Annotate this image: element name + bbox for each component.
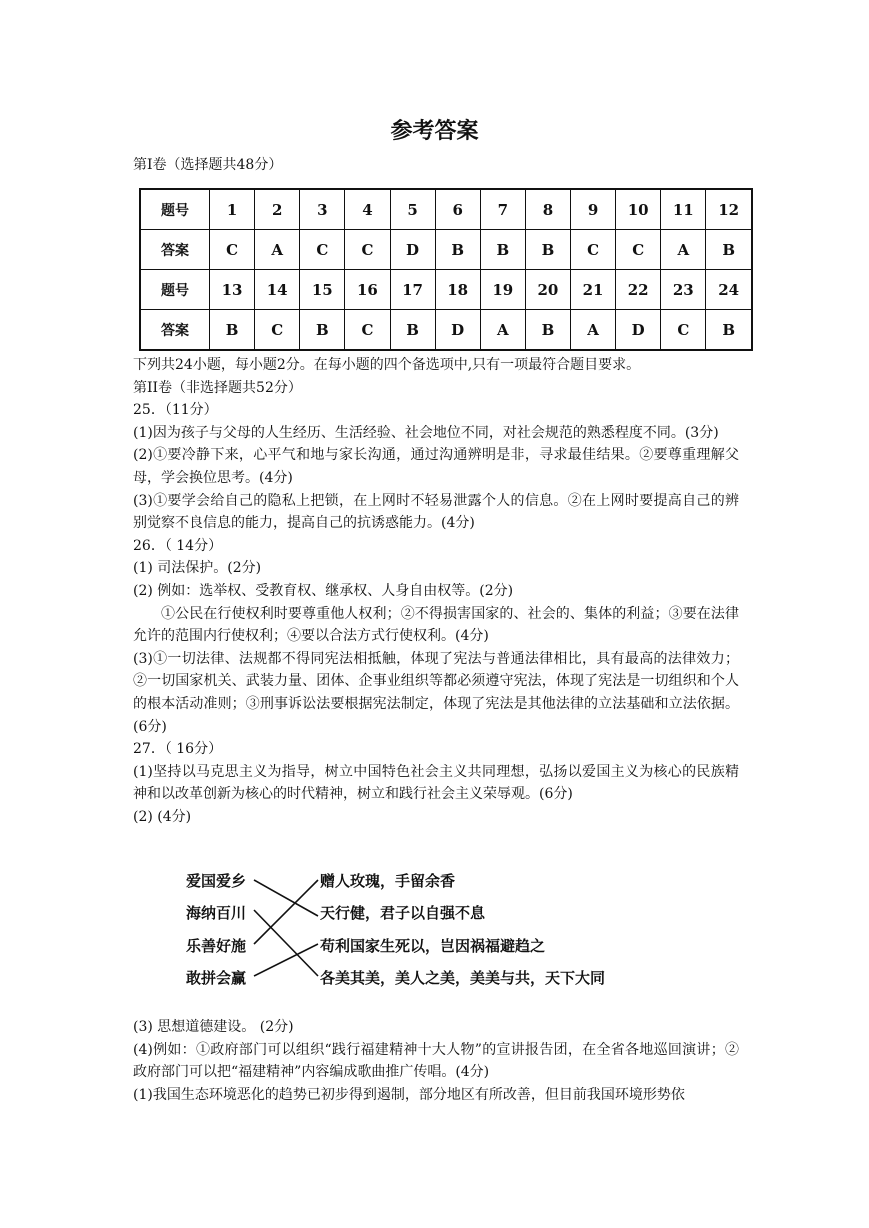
- table-cell: B: [435, 230, 480, 270]
- matching-left-item: 乐善好施: [186, 937, 247, 955]
- answer-paragraph: (4)例如：①政府部门可以组织“践行福建精神十大人物”的宣讲报告团，在全省各地巡回演讲；②政府部门可以把“福建精神”内容编成歌曲推广传唱。(4分): [133, 1041, 739, 1081]
- answer-paragraph: (2)①要冷静下来，心平气和地与家长沟通，通过沟通辨明是非，寻求最佳结果。②要尊重理解父母，学会换位思考。(4分): [133, 447, 739, 486]
- table-cell: 13: [210, 270, 255, 310]
- question-number: 26．（ 14分）: [133, 537, 223, 554]
- note-line: 下列共24小题，每小题2分。在每小题的四个备选项中,只有一项最符合题目要求。: [133, 357, 641, 373]
- answer-paragraph: (1)因为孩子与父母的人生经历、生活经验、社会地位不同，对社会规范的熟悉程度不同。(3分): [133, 424, 719, 441]
- table-cell: C: [345, 230, 390, 270]
- table-cell: 20: [525, 270, 570, 310]
- page-title: 参考答案: [390, 119, 479, 144]
- answer-paragraph: (2) 例如：选举权、受教育权、继承权、人身自由权等。(2分): [133, 582, 514, 599]
- matching-left-item: 海纳百川: [186, 904, 247, 922]
- table-cell: 5: [390, 189, 435, 230]
- table-cell: A: [571, 310, 616, 351]
- table-cell: 15: [300, 270, 345, 310]
- table-cell: 14: [255, 270, 300, 310]
- table-cell: B: [706, 310, 752, 351]
- table-cell: 1: [210, 189, 255, 230]
- table-cell: 2: [255, 189, 300, 230]
- table-cell: 23: [661, 270, 706, 310]
- row-label: 答案: [140, 310, 210, 351]
- table-cell: C: [571, 230, 616, 270]
- table-cell: B: [525, 310, 570, 351]
- table-cell: 6: [435, 189, 480, 230]
- question-number: 25．（11分）: [133, 402, 218, 419]
- answer-paragraph: (1)我国生态环境恶化的趋势已初步得到遏制，部分地区有所改善，但目前我国环境形势依: [133, 1086, 685, 1103]
- table-cell: C: [300, 230, 345, 270]
- table-cell: 12: [706, 189, 752, 230]
- answer-table: [139, 188, 753, 351]
- matching-left-item: 敢拼会赢: [186, 969, 247, 987]
- matching-right-item: 赠人玫瑰，手留余香: [320, 872, 456, 890]
- table-cell: D: [435, 310, 480, 351]
- answer-paragraph: (3) 思想道德建设。 (2分): [133, 1019, 294, 1035]
- table-cell: 22: [616, 270, 661, 310]
- table-cell: 3: [300, 189, 345, 230]
- table-cell: B: [525, 230, 570, 270]
- table-cell: D: [616, 310, 661, 351]
- table-cell: 7: [480, 189, 525, 230]
- table-cell: 17: [390, 270, 435, 310]
- table-cell: B: [300, 310, 345, 351]
- table-cell: D: [390, 230, 435, 270]
- matching-right-item: 苟利国家生死以，岂因祸福避趋之: [320, 937, 546, 955]
- section-heading: 第I卷（选择题共48分）: [133, 157, 283, 173]
- table-cell: 11: [661, 189, 706, 230]
- table-cell: 19: [480, 270, 525, 310]
- answer-paragraph: (1) 司法保护。(2分): [133, 560, 262, 577]
- table-cell: B: [480, 230, 525, 270]
- question-number: 27．（ 16分）: [133, 741, 223, 758]
- table-row: [140, 230, 752, 270]
- table-cell: 9: [571, 189, 616, 230]
- table-cell: 10: [616, 189, 661, 230]
- table-cell: 21: [571, 270, 616, 310]
- row-label: 题号: [140, 270, 210, 310]
- answer-paragraph: (3)①一切法律、法规都不得同宪法相抵触，体现了宪法与普通法律相比，具有最高的法律效力；②一切国家机关、武装力量、团体、企事业组织等都必须遵守宪法，体现了宪法是一切组织和个人的根本活动准则；③刑事诉讼法要根据宪法制定，体现了宪法是其他法律的立法基础和立法依据。(6分): [133, 650, 739, 735]
- answer-body: [133, 354, 739, 828]
- table-row: [140, 189, 752, 230]
- answer-paragraph: (2) (4分): [133, 808, 192, 825]
- table-cell: 4: [345, 189, 390, 230]
- table-cell: 18: [435, 270, 480, 310]
- table-cell: C: [661, 310, 706, 351]
- table-cell: B: [706, 230, 752, 270]
- table-cell: 16: [345, 270, 390, 310]
- answer-body-lower: [133, 1016, 739, 1106]
- row-label: 答案: [140, 230, 210, 270]
- table-cell: C: [210, 230, 255, 270]
- table-row: [140, 270, 752, 310]
- table-cell: A: [480, 310, 525, 351]
- table-cell: 24: [706, 270, 752, 310]
- matching-left-item: 爱国爱乡: [186, 872, 247, 890]
- table-row: [140, 310, 752, 351]
- table-cell: C: [255, 310, 300, 351]
- table-cell: C: [616, 230, 661, 270]
- table-cell: B: [210, 310, 255, 351]
- table-cell: B: [390, 310, 435, 351]
- answer-paragraph: (3)①要学会给自己的隐私上把锁，在上网时不轻易泄露个人的信息。②在上网时要提高自己的辨别觉察不良信息的能力，提高自己的抗诱惑能力。(4分): [133, 492, 739, 532]
- matching-right-item: 各美其美，美人之美，美美与共，天下大同: [320, 969, 606, 987]
- matching-diagram: [180, 864, 670, 1000]
- section-heading: 第II卷（非选择题共52分）: [133, 379, 302, 396]
- table-cell: A: [255, 230, 300, 270]
- row-label: 题号: [140, 189, 210, 230]
- table-cell: C: [345, 310, 390, 351]
- answer-paragraph: (1)坚持以马克思主义为指导，树立中国特色社会主义共同理想，弘扬以爱国主义为核心的民族精神和以改革创新为核心的时代精神，树立和践行社会主义荣辱观。(6分): [133, 763, 739, 803]
- matching-right-item: 天行健，君子以自强不息: [320, 904, 486, 922]
- table-cell: 8: [525, 189, 570, 230]
- answer-paragraph: ①公民在行使权利时要尊重他人权利；②不得损害国家的、社会的、集体的利益；③要在法律允许的范围内行使权利；④要以合法方式行使权利。(4分): [133, 605, 739, 645]
- table-cell: A: [661, 230, 706, 270]
